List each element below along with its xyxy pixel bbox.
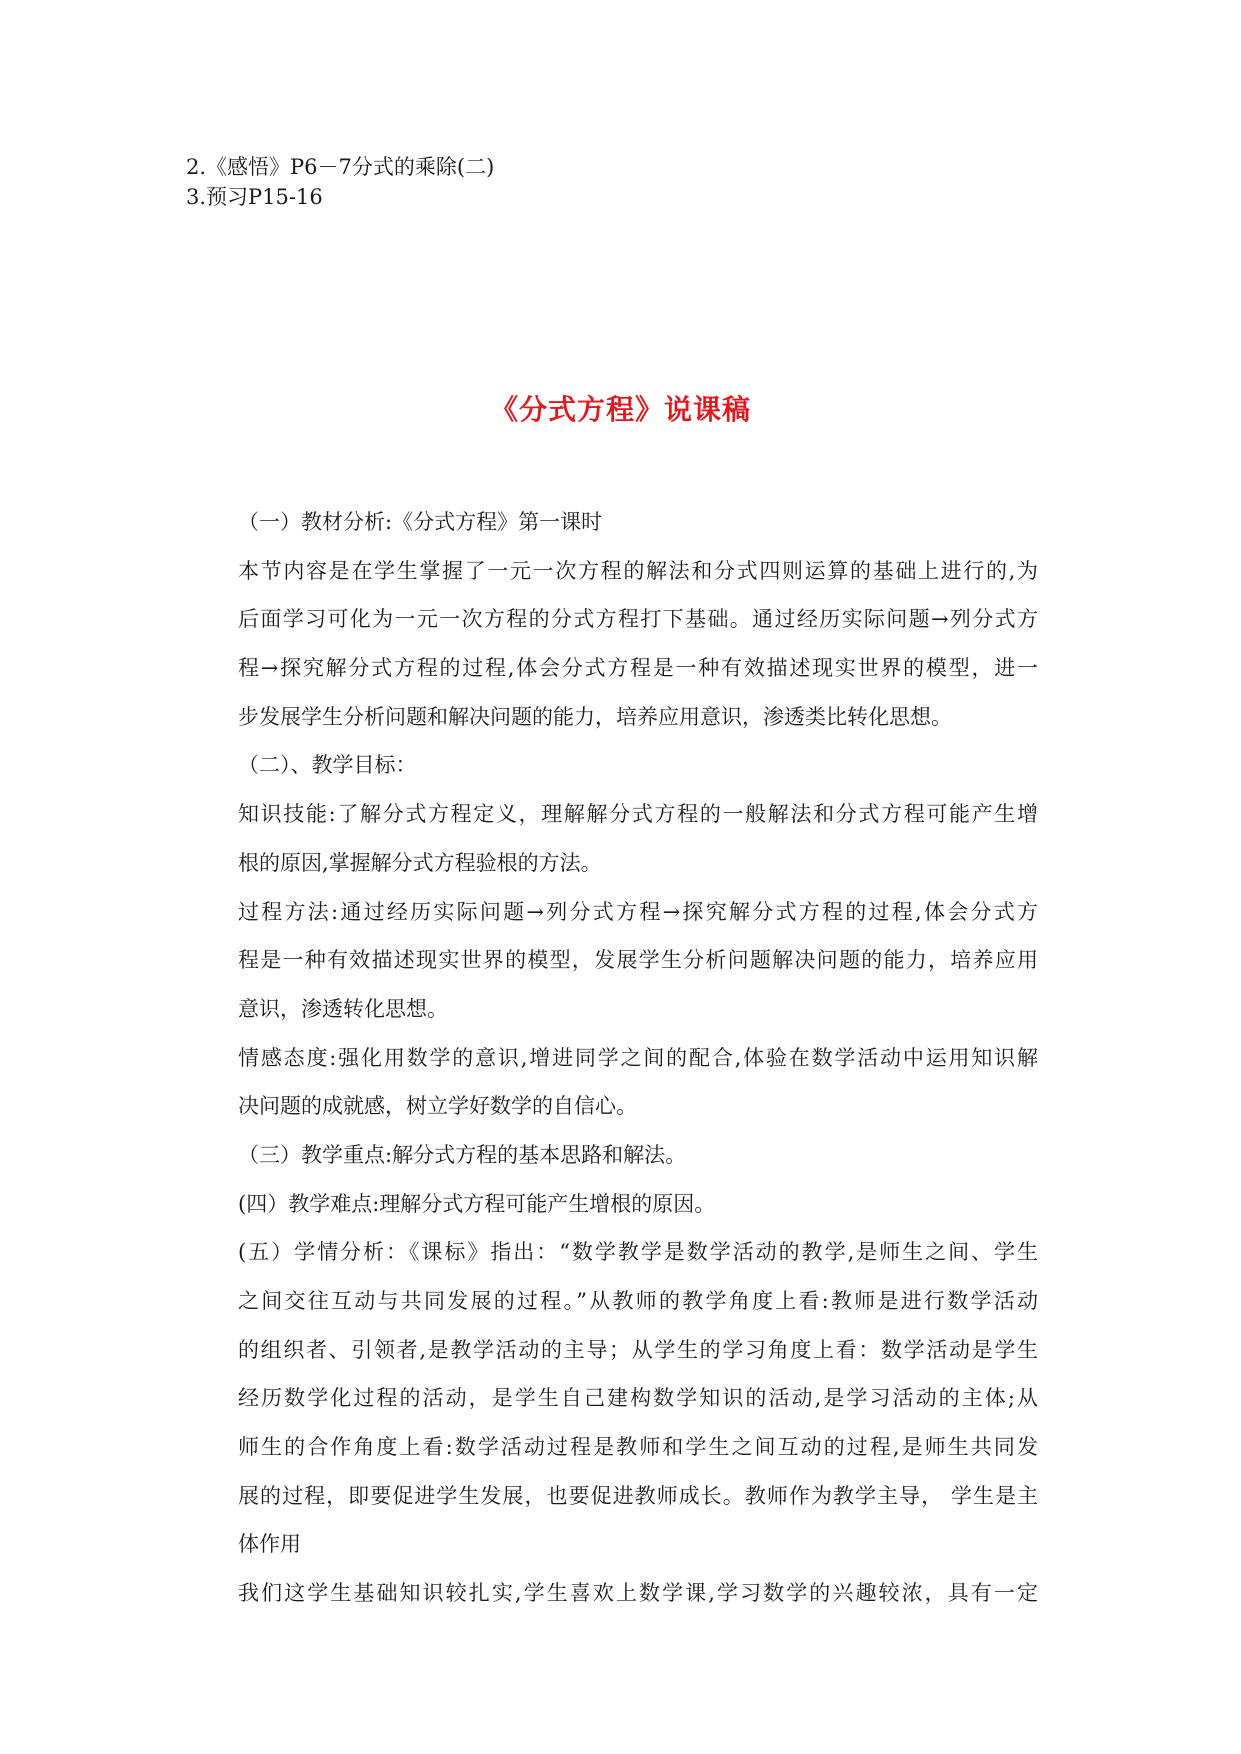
text-line: 知识技能:了解分式方程定义，理解解分式方程的一般解法和分式方程可能产生增 <box>238 802 1038 827</box>
text-line: (五）学情分析：《课标》指出：“数学教学是数学活动的教学,是师生之间、学生 <box>238 1240 1038 1265</box>
text-line: 我们这学生基础知识较扎实,学生喜欢上数学课,学习数学的兴趣较浓，具有一定 <box>238 1581 1038 1606</box>
text-line: (四）教学难点:理解分式方程可能产生增根的原因。 <box>238 1191 716 1216</box>
text-line: 经历数学化过程的活动，是学生自己建构数学知识的活动,是学习活动的主体;从 <box>238 1386 1038 1411</box>
text-line: 体作用 <box>238 1532 301 1557</box>
text-line: 根的原因,掌握解分式方程验根的方法。 <box>238 850 602 875</box>
text-line: （一）教材分析:《分式方程》第一课时 <box>238 510 603 534</box>
text-line: 情感态度:强化用数学的意识,增进同学之间的配合,体验在数学活动中运用知识解 <box>238 1045 1038 1070</box>
text-line: （三）教学重点:解分式方程的基本思路和解法。 <box>238 1142 687 1167</box>
text-line: （二）、教学目标： <box>238 753 417 778</box>
text-line: 步发展学生分析问题和解决问题的能力，培养应用意识，渗透类比转化思想。 <box>238 704 952 729</box>
text-line: 展的过程，即要促进学生发展，也要促进教师成长。教师作为教学主导， 学生是主 <box>238 1483 1038 1508</box>
homework-item: 2.《感悟》P6－7分式的乘除(二) <box>186 155 495 179</box>
homework-item: 3.预习P15-16 <box>186 185 323 209</box>
text-line: 之间交往互动与共同发展的过程。”从教师的教学角度上看:教师是进行数学活动 <box>238 1289 1038 1313</box>
document-body <box>238 498 1038 1618</box>
text-line: 决问题的成就感，树立学好数学的自信心。 <box>238 1094 637 1119</box>
text-line: 意识，渗透转化思想。 <box>238 996 448 1021</box>
text-line: 的组织者、引领者,是教学活动的主导；从学生的学习角度上看：数学活动是学生 <box>238 1337 1038 1362</box>
document-title: 《分式方程》说课稿 <box>489 393 751 426</box>
text-line: 程→探究解分式方程的过程,体会分式方程是一种有效描述现实世界的模型，进一 <box>238 656 1038 681</box>
text-line: 过程方法:通过经历实际问题→列分式方程→探究解分式方程的过程,体会分式方 <box>238 899 1038 924</box>
text-line: 师生的合作角度上看:数学活动过程是教师和学生之间互动的过程,是师生共同发 <box>238 1435 1038 1460</box>
text-line: 后面学习可化为一元一次方程的分式方程打下基础。通过经历实际问题→列分式方 <box>238 607 1038 632</box>
text-line: 本节内容是在学生掌握了一元一次方程的解法和分式四则运算的基础上进行的,为 <box>238 558 1038 583</box>
text-line: 程是一种有效描述现实世界的模型，发展学生分析问题解决问题的能力，培养应用 <box>238 948 1038 973</box>
homework-list <box>186 152 494 212</box>
